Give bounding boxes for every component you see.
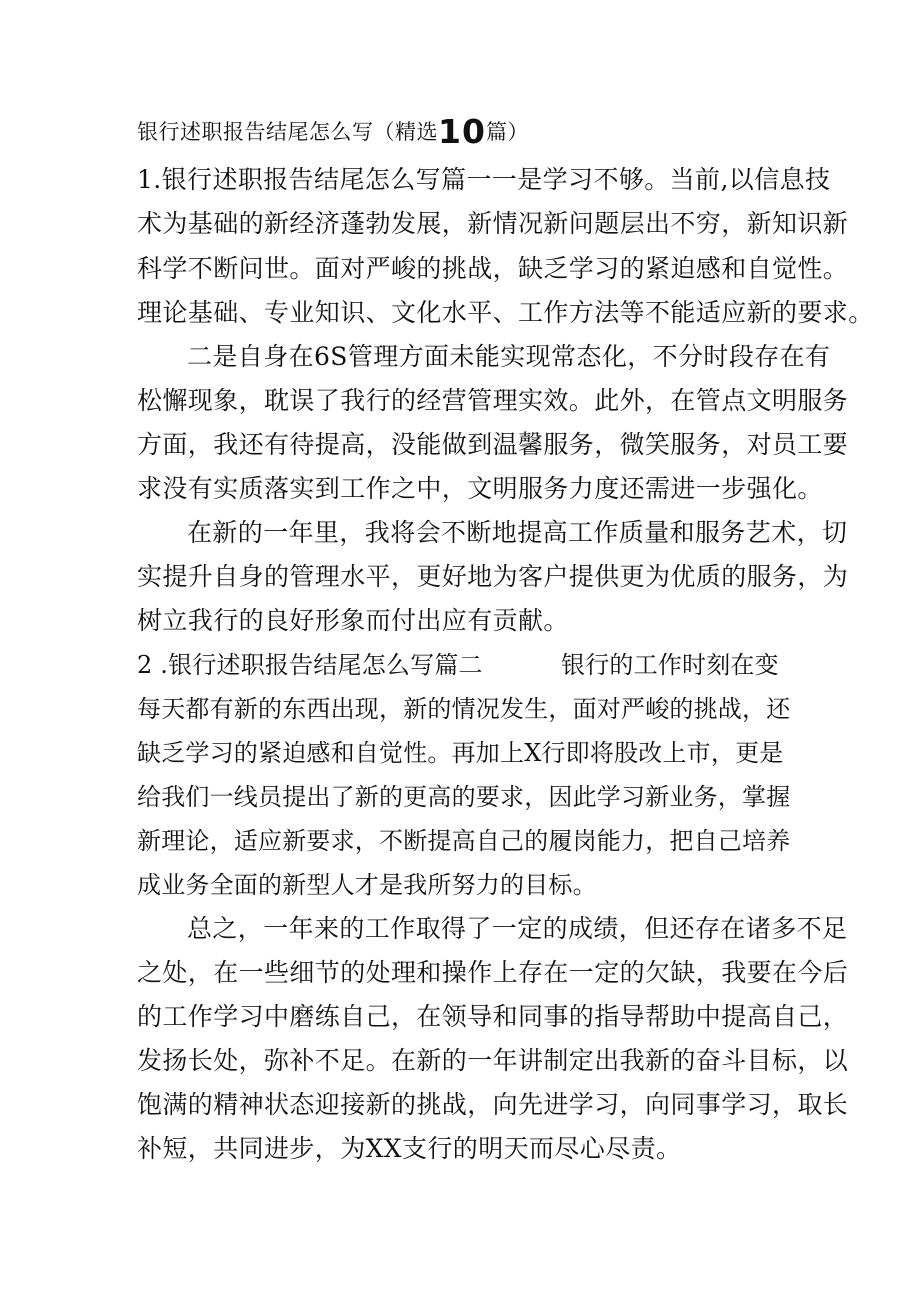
text-line: 松懈现象，耽误了我行的经营管理实效。此外，在管点文明服务	[137, 386, 849, 415]
text-line: 二是自身在6S管理方面未能实现常态化，不分时段存在有	[187, 342, 831, 371]
text-line: 求没有实质落实到工作之中，文明服务力度还需进一步强化。	[137, 474, 823, 503]
title-number: 10	[438, 112, 486, 151]
text-line: 成业务全面的新型人才是我所努力的目标。	[137, 871, 597, 899]
text-line: 方面，我还有待提高，没能做到温馨服务，微笑服务，对员工要	[137, 430, 849, 459]
text-line: 缺乏学习的紧迫感和自觉性。再加上X行即将股改上市，更是	[137, 739, 784, 767]
text-line: 实提升自身的管理水平，更好地为客户提供更为优质的服务，为	[137, 562, 849, 591]
text-line: 的工作学习中磨练自己，在领导和同事的指导帮助中提高自己，	[137, 1002, 849, 1031]
text-line: 新理论，适应新要求，不断提高自己的履岗能力，把自己培养	[137, 827, 791, 855]
text-line: 2 .银行述职报告结尾怎么写篇二 银行的工作时刻在变	[137, 651, 779, 679]
text-line: 给我们一线员提出了新的更高的要求，因此学习新业务，掌握	[137, 783, 791, 811]
text-line: 每天都有新的东西出现，新的情况发生，面对严峻的挑战，还	[137, 695, 791, 723]
title-suffix: 篇）	[485, 120, 529, 144]
text-line: 总之，一年来的工作取得了一定的成绩，但还存在诸多不足	[187, 914, 848, 943]
text-line: 术为基础的新经济蓬勃发展，新情况新问题层出不穷，新知识新	[137, 209, 849, 238]
text-line: 补短，共同进步，为XX支行的明天而尽心尽责。	[137, 1134, 682, 1163]
text-line: 树立我行的良好形象而付出应有贡献。	[137, 606, 569, 635]
text-line: 在新的一年里，我将会不断地提高工作质量和服务艺术，切	[187, 518, 848, 547]
text-line: 发扬长处，弥补不足。在新的一年讲制定出我新的奋斗目标，以	[137, 1046, 849, 1075]
text-line: 理论基础、专业知识、文化水平、工作方法等不能适应新的要求。	[137, 298, 874, 327]
text-line: 饱满的精神状态迎接新的挑战，向先进学习，向同事学习，取长	[137, 1090, 849, 1119]
title-prefix: 银行述职报告结尾怎么写（精选	[137, 120, 438, 144]
text-line: 之处，在一些细节的处理和操作上存在一定的欠缺，我要在今后	[137, 958, 849, 987]
text-line: 科学不断问世。面对严峻的挑战，缺乏学习的紧迫感和自觉性。	[137, 254, 849, 283]
text-line: 1.银行述职报告结尾怎么写篇一一是学习不够。当前,以信息技	[137, 165, 831, 194]
document-title	[137, 114, 529, 150]
